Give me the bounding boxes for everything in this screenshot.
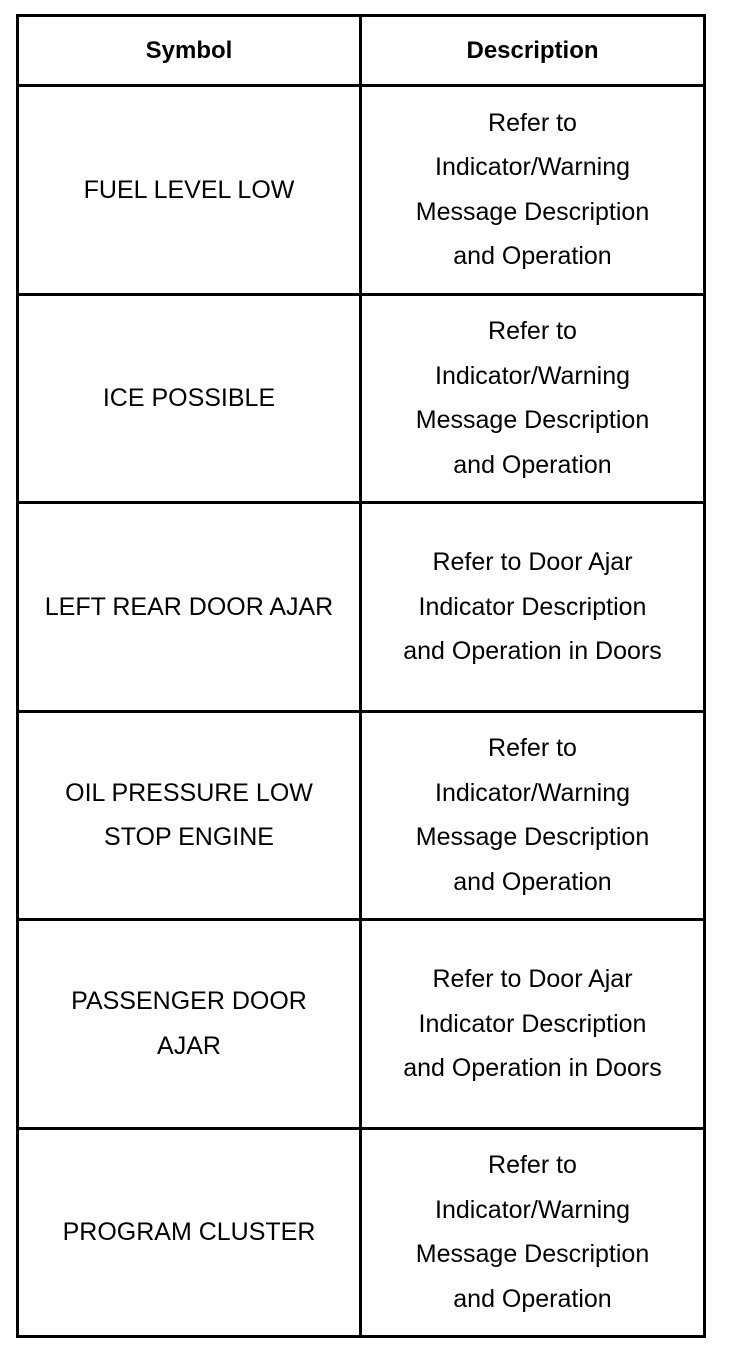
description-cell: Refer to Indicator/Warning Message Description and Operation xyxy=(361,711,705,920)
description-cell: Refer to Door Ajar Indicator Description and Operation in Doors xyxy=(361,503,705,712)
table-row xyxy=(18,294,705,503)
symbol-column-header: Symbol xyxy=(18,16,361,86)
symbol-cell: PASSENGER DOOR AJAR xyxy=(18,920,361,1129)
description-cell: Refer to Indicator/Warning Message Description and Operation xyxy=(361,1128,705,1337)
symbol-cell: FUEL LEVEL LOW xyxy=(18,86,361,295)
header-row xyxy=(18,16,705,86)
table-row xyxy=(18,711,705,920)
description-cell: Refer to Indicator/Warning Message Description and Operation xyxy=(361,86,705,295)
symbol-cell: OIL PRESSURE LOW STOP ENGINE xyxy=(18,711,361,920)
symbol-cell: PROGRAM CLUSTER xyxy=(18,1128,361,1337)
table-row xyxy=(18,86,705,295)
description-cell: Refer to Door Ajar Indicator Description and Operation in Doors xyxy=(361,920,705,1129)
table-row xyxy=(18,1128,705,1337)
symbol-description-table xyxy=(16,14,706,1338)
description-cell: Refer to Indicator/Warning Message Description and Operation xyxy=(361,294,705,503)
symbol-cell: LEFT REAR DOOR AJAR xyxy=(18,503,361,712)
table-row xyxy=(18,920,705,1129)
table-row xyxy=(18,503,705,712)
symbol-cell: ICE POSSIBLE xyxy=(18,294,361,503)
description-column-header: Description xyxy=(361,16,705,86)
